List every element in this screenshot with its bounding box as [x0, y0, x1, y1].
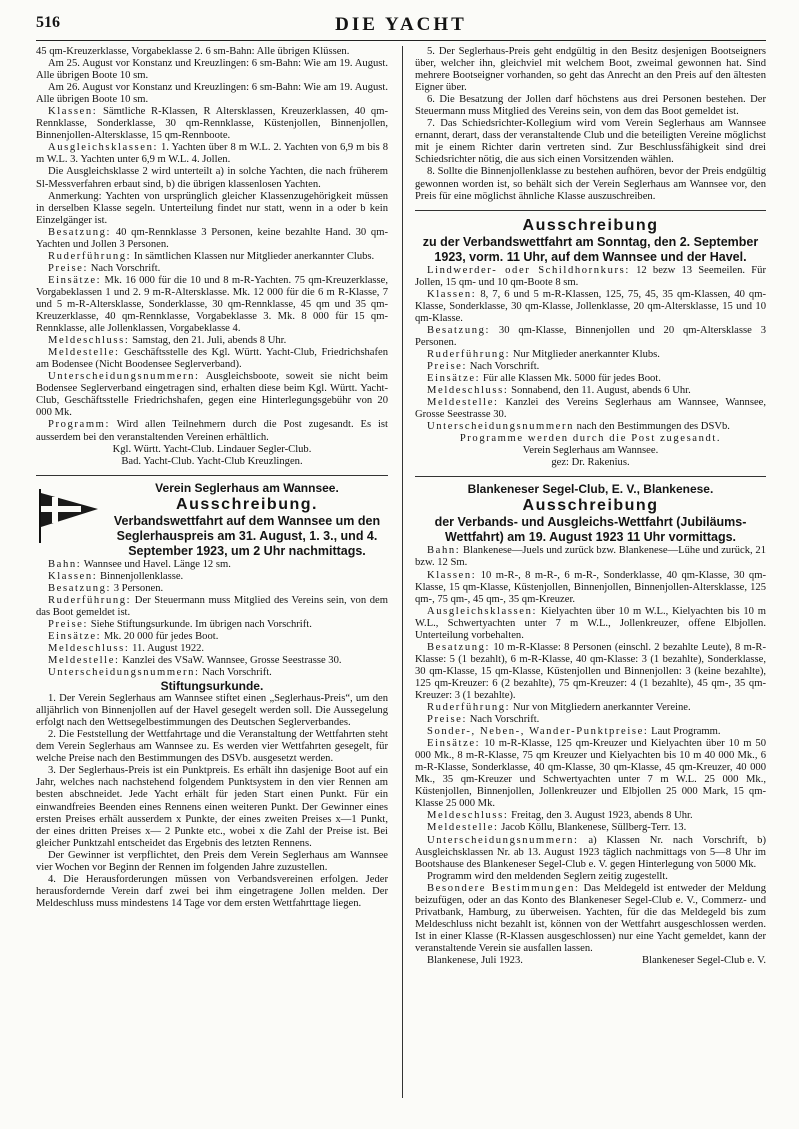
paragraph	[36, 347, 388, 371]
paragraph	[415, 421, 766, 433]
field-label: Einsätze:	[427, 373, 481, 385]
paragraph	[36, 643, 388, 655]
signature-line	[415, 955, 766, 967]
field-text: nach den Bestimmungen des DSVb.	[574, 421, 730, 433]
paragraph	[36, 106, 388, 142]
paragraph: 45 qm-Kreuzerklasse, Vorgabeklasse 2. 6 sm-Bahn: Alle übrigen Klüssen.	[36, 46, 350, 57]
field-text: Kanzlei des VSaW. Wannsee, Grosse Seestrasse 30.	[119, 655, 342, 667]
paragraph	[36, 595, 388, 619]
club-name: Blankeneser Segel-Club, E. V., Blankenese.	[467, 482, 714, 497]
field-label: Meldestelle:	[427, 822, 499, 834]
paragraph: 5. Der Seglerhaus-Preis geht endgültig in den Besitz desjenigen Bootseigners über, welcher ihn, gleichviel mit welchem Boot, zweimal gewonnen hat. Sind mehrere Bootseigner vorhanden, so geht das Anrecht an den Preis auf den ältesten Eigner über.	[415, 46, 766, 94]
field-label: Klassen:	[48, 106, 98, 118]
field-label: Meldeschluss:	[48, 642, 130, 654]
paragraph: 7. Das Schiedsrichter-Kollegium wird vom Verein Seglerhaus am Wannsee ernannt, derart, dass der veranstaltende Club und die beteiligten Vereine möglichst mit je einem Richter darin vertreten sind. Zur Beschlussfähigkeit sind drei Schiedsrichter nötig, die aus sich einen Vorsitzenden wählen.	[415, 118, 766, 166]
subsection-heading: Stiftungsurkunde.	[160, 679, 264, 694]
field-label: Klassen:	[427, 288, 477, 300]
header-rule	[36, 40, 766, 41]
field-label: Einsätze:	[48, 630, 102, 642]
paragraph	[36, 263, 388, 275]
paragraph	[415, 397, 766, 421]
field-label: Einsätze:	[427, 738, 481, 750]
paragraph	[415, 289, 766, 325]
field-label: Ruderführung:	[48, 250, 132, 262]
field-label: Programm:	[48, 419, 111, 431]
field-label: Ausgleichsklassen:	[48, 142, 159, 154]
event-title: Verbandswettfahrt auf dem Wannsee um den Seglerhauspreis am 31. August, 1. 3., und 4. September 1923, um 2 Uhr nachmittags.	[113, 513, 381, 558]
field-label: Meldeschluss:	[427, 385, 509, 397]
field-label: Meldestelle:	[427, 397, 499, 409]
field-text: Nach Vorschrift.	[199, 667, 272, 679]
paragraph: 3. Der Seglerhaus-Preis ist ein Punktpreis. Es erhält ihn dasjenige Boot auf ein Jahr, welches nach nachstehend folgendem Punktsystem in den vier Rennen am besten abschneidet. Jede Yacht erhält für jeden Start einen Punkt. Für ein einwandfreies Beenden eines Rennens einen weiteren Punkt. Der Gewinner eines ersten Preises erhält ausserdem x Punkte, der eines zweiten Preises x—1 Punkt, der eines dritten Preises x— 2 Punkte etc., wobei x die Zahl der Preise ist. Bei gleicher Punktzahl entscheidet das Ergebnis des letzten Rennens.	[36, 765, 388, 849]
field-text: 11. August 1922.	[129, 642, 205, 654]
right-column	[415, 46, 766, 967]
field-text: Wird allen Teilnehmern durch die Post zugesandt. Es ist ausserdem bei den veranstaltenden Vereinen erhältlich.	[36, 419, 388, 443]
field-label: Besatzung:	[48, 582, 112, 594]
field-text: Nur von Mitgliedern anerkannter Vereine.	[510, 702, 691, 714]
field-text: Blankenese—Juels und zurück bzw. Blankenese—Lühe und zurück, 21 bzw. 12 Sm.	[415, 545, 766, 569]
event-title: zu der Verbandswettfahrt am Sonntag, den 2. September 1923, vorm. 11 Uhr, auf dem Wannsee und der Havel.	[422, 234, 759, 264]
paragraph	[415, 373, 766, 385]
paragraph	[36, 667, 388, 679]
field-text: Binnenjollenklasse.	[97, 570, 184, 582]
field-label: Bahn:	[48, 558, 82, 570]
paragraph	[36, 631, 388, 643]
field-label: Bahn:	[427, 545, 461, 557]
event-title: der Verbands- und Ausgleichs-Wettfahrt (Jubiläums-Wettfahrt) am 19. August 1923 11 Uhr vormittags.	[434, 515, 747, 545]
paragraph	[415, 325, 766, 349]
page-number: 516	[36, 14, 60, 31]
wannsee-heading	[36, 481, 388, 559]
paragraph	[36, 335, 388, 347]
field-label: Ausgleichsklassen:	[427, 605, 538, 617]
field-label: Meldestelle:	[48, 655, 120, 667]
paragraph: 4. Die Herausforderungen müssen von Verbandsvereinen erfolgen. Jeder herausfordernde Verein darf zwei bei ihm eingetragene Jollen melden. Der Meldeschluss muss mindestens 14 Tage vor dem ersten Wettfahrttage liegen.	[36, 873, 388, 909]
field-label: Ruderführung:	[427, 348, 511, 360]
field-text: Sonnabend, den 11. August, abends 6 Uhr.	[508, 385, 691, 397]
paragraph: Am 26. August vor Konstanz und Kreuzlingen: 6 sm-Bahn: Wie am 19. August. Alle übrigen Boote 10 sm.	[36, 82, 388, 106]
field-label: Preise:	[427, 714, 468, 726]
paragraph	[36, 619, 388, 631]
field-text: Nur Mitglieder anerkannter Klubs.	[510, 348, 660, 360]
paragraph: Am 25. August vor Konstanz und Kreuzlingen: 6 sm-Bahn: Wie am 19. August. Alle übrigen Boote 10 sm.	[36, 58, 388, 82]
section-heading: Ausschreibung.	[176, 495, 318, 513]
paragraph: Anmerkung: Yachten von ursprünglich gleicher Klassenzugehörigkeit müssen in derselben Klasse segeln. Unterteilung findet nur statt, wenn in a oder b kein Einzelgänger ist.	[36, 190, 388, 226]
field-label: Unterscheidungsnummern	[427, 421, 574, 433]
field-text: Nach Vorschrift.	[467, 360, 540, 372]
field-text: Wannsee und Havel. Länge 12 sm.	[81, 558, 231, 570]
field-text: Samstag, den 21. Juli, abends 8 Uhr.	[129, 335, 287, 347]
paragraph	[415, 810, 766, 822]
field-text: 40 qm-Rennklasse 3 Personen, keine bezahlte Hand. 30 qm-Yachten und Jollen 3 Personen.	[36, 226, 388, 250]
club-pennant-icon	[36, 487, 100, 545]
paragraph	[415, 822, 766, 834]
field-label: Meldeschluss:	[427, 810, 509, 822]
paragraph	[36, 251, 388, 263]
field-text: Ausgleichsboote, soweit sie nicht beim Bodensee Seglerverband eingetragen sind, erhalten diese beim Kgl. Württ. Yacht-Club, Geschäftsstelle Friedrichshafen, gegen eine Hinterlegungsgebühr von 20 000 Mk.	[36, 371, 388, 419]
left-column	[36, 46, 388, 910]
paragraph	[36, 142, 388, 166]
paragraph	[36, 571, 388, 583]
field-text: Mk. 20 000 für jedes Boot.	[101, 630, 219, 642]
field-text: In sämtlichen Klassen nur Mitglieder anerkannter Clubs.	[131, 250, 375, 262]
club-name: Verein Seglerhaus am Wannsee.	[155, 480, 339, 495]
field-text: Nach Vorschrift.	[467, 714, 540, 726]
field-text: Geschäftsstelle des Kgl. Württ. Yacht-Club, Friedrichshafen am Bodensee (Nicht Boodensee Seglerverband).	[36, 347, 388, 371]
paragraph	[415, 702, 766, 714]
field-text: 10 m-R-Klasse: 8 Personen (einschl. 2 bezahlte Leute), 8 m-R-Klasse: 5 (1 bezahlt), 6 m-R-Klasse, 40 qm-Klasse: 3 (1 bezahlte), Sonderklasse, 30 qm-Klasse, 15 qm-Klasse, Küstenjollen und Binnenjollen: 3 (keine bezahlte), 125 qm-Kreuzer: 6 (2 bezahlte), 75 qm-Kreuzer: 4 (1 bezahlte), 45 qm-, 35 qm-Kreuzer: 3 (1 bezahlte).	[415, 641, 766, 701]
signature-line: Kgl. Württ. Yacht-Club. Lindauer Segler-Club.	[112, 443, 312, 455]
paragraph	[415, 726, 766, 738]
section-divider	[415, 210, 766, 211]
field-label: Preise:	[48, 262, 89, 274]
field-label: Einsätze:	[48, 274, 102, 286]
field-text: Kanzlei des Vereins Seglerhaus am Wannsee, Wannsee, Grosse Seestrasse 30.	[415, 397, 766, 421]
field-label: Preise:	[48, 618, 89, 630]
field-text: 1. Yachten über 8 m W.L. 2. Yachten von 6,9 m bis 8 m W.L. 3. Yachten unter 6,9 m W.L. 4. Jollen.	[36, 142, 388, 166]
field-label: Besondere Bestimmungen:	[427, 882, 580, 894]
field-label: Ruderführung:	[48, 594, 132, 606]
field-label: Unterscheidungsnummern:	[427, 834, 579, 846]
field-text: Freitag, den 3. August 1923, abends 8 Uhr.	[508, 810, 693, 822]
paragraph	[415, 545, 766, 569]
field-label: Klassen:	[48, 570, 98, 582]
section-heading: Ausschreibung	[522, 216, 659, 234]
field-label: Meldestelle:	[48, 347, 120, 359]
paragraph: 2. Die Feststellung der Wettfahrtage und die Veranstaltung der Wettfahrten steht dem Verein Seglerhaus am Wannsee zu. Es werden vier Wettfahrten gesegelt, für welche Preise nach den Bestimmungen des DSVb. ausgesetzt werden.	[36, 729, 388, 765]
paragraph	[36, 227, 388, 251]
paragraph	[415, 714, 766, 726]
date-line: Blankenese, Juli 1923.	[427, 955, 523, 966]
field-text: 10 m-R-Klasse, 125 qm-Kreuzer und Kielyachten über 10 m 50 000 Mk., 8 m-R-Klasse, 75 qm Kreuzer und Kielyachten bis 10 m 40 000 Mk., 6 m-R-Klasse, Sonderklasse, 40 qm-Klasse, 30 qm-Klasse, 45 qm-Kreuzer, 40 000 Mk., 35 qm-Kreuzer und Schwertyachten unter 7 m W.L. 25 000 Mk., Küstenjollen, Binnenjollen, Jollenkreuzer und Elbjollen 25 000 Mark, 15 qm-Klasse 25 000 Mk.	[415, 738, 766, 810]
paragraph: 8. Sollte die Binnenjollenklasse zu bestehen aufhören, bevor der Preis endgültig gewonnen worden ist, so behält sich der Verein Seglerhaus am Wannsee vor, den Preis für eine möglichst ähnliche Klasse auszuschreiben.	[415, 166, 766, 202]
field-label: Sonder-, Neben-, Wander-Punktpreise:	[427, 726, 649, 738]
paragraph: Die Ausgleichsklasse 2 wird unterteilt a) in solche Yachten, die nach früherem Sl-Messverfahren erbaut sind, b) die übrigen klassenlosen Yachten.	[36, 166, 388, 190]
field-label: Besatzung:	[48, 226, 112, 238]
paragraph: Der Gewinner ist verpflichtet, den Preis dem Verein Seglerhaus am Wannsee vier Wochen vor Beginn der Rennen im folgenden Jahre zuzustellen.	[36, 849, 388, 873]
paragraph: Programme werden durch die Post zugesandt.	[459, 433, 722, 445]
field-text: Nach Vorschrift.	[88, 262, 161, 274]
field-text: Siehe Stiftungsurkunde. Im übrigen nach Vorschrift.	[88, 618, 312, 630]
club-signature: Blankeneser Segel-Club e. V.	[641, 955, 766, 966]
field-label: Besatzung:	[427, 324, 491, 336]
paragraph	[415, 349, 766, 361]
field-text: 12 bezw 13 Seemeilen. Für Jollen, 15 qm- und 10 qm-Boote 8 sm.	[415, 264, 766, 288]
field-text: Der Steuermann muss Mitglied des Vereins sein, von dem das Boot gemeldet ist.	[36, 594, 388, 618]
section-divider	[415, 476, 766, 477]
column-divider	[402, 46, 403, 1098]
paragraph: 6. Die Besatzung der Jollen darf höchstens aus drei Personen bestehen. Der Steuermann muss Mitglied des Vereins sein, von dem das Boot gemeldet ist.	[415, 94, 766, 118]
field-text: 30 qm-Klasse, Binnenjollen und 20 qm-Altersklasse 3 Personen.	[415, 324, 766, 348]
paragraph	[415, 385, 766, 397]
paragraph	[415, 606, 766, 642]
field-label: Klassen:	[427, 569, 477, 581]
field-label: Preise:	[427, 360, 468, 372]
page-header	[36, 14, 766, 36]
paragraph	[36, 419, 388, 443]
field-text: Kielyachten über 10 m W.L., Kielyachten bis 10 m W.L., Schwertyachten unter 7 m W.L., Jollenkreuzer, offene Elbjollen. Unterteilung vorbehalten.	[415, 605, 766, 641]
field-text: a) Klassen Nr. nach Vorschrift, b) Ausgleichsklassen Nr. ab 13. August 1923 täglich nachmittags von 5—8 Uhr im Bootshause des Blankeneser Segel-Club e. V. gegen Hinterlegung von 5000 Mk.	[415, 834, 766, 870]
field-text: 8, 7, 6 und 5 m-R-Klassen, 125, 75, 45, 35 qm-Klassen, 40 qm-Klasse, Sonderklasse, 30 qm-Klasse, Jollenklasse, 20 qm-Altersklasse, 15 und 10 qm-Klasse.	[415, 288, 766, 324]
paragraph: Programm wird den meldenden Seglern zeitig zugestellt.	[427, 870, 668, 882]
field-label: Besatzung:	[427, 641, 491, 653]
paragraph	[415, 361, 766, 373]
field-text: 3 Personen.	[111, 582, 164, 594]
paragraph	[36, 559, 388, 571]
paragraph	[415, 265, 766, 289]
field-text: Sämtliche R-Klassen, R Altersklassen, Kreuzerklassen, 40 qm-Rennklasse, Sonderklasse, 30 qm-Rennklasse, Küstenjollen, Binnenjollen, Binnenjollen-Altersklasse, 15 qm-Rennboote.	[36, 106, 388, 142]
journal-title: DIE YACHT	[335, 14, 467, 35]
field-label: Unterscheidungsnummern:	[48, 667, 200, 679]
field-text: Für alle Klassen Mk. 5000 für jedes Boot.	[480, 373, 661, 385]
paragraph	[415, 883, 766, 955]
signature-line: gez: Dr. Rakenius.	[551, 457, 630, 469]
paragraph	[415, 835, 766, 871]
field-label: Ruderführung:	[427, 702, 511, 714]
field-text: Laut Programm.	[648, 726, 721, 738]
paragraph	[36, 583, 388, 595]
section-divider	[36, 475, 388, 476]
field-text: Mk. 16 000 für die 10 und 8 m-R-Yachten. 75 qm-Kreuzerklasse, Vorgabeklassen 1 und 2. 9 m-R-Altersklasse. Mk. 12 000 für die 6 m R-Klasse, 7 und 5 m-R-Altersklasse, Sonderklasse, 30 qm-Rennklasse, 45 qm und 35 qm-Kreuzerklasse, 40 qm-Rennklasse, Vorgabeklasse 3. Mk. 8 000 für 15 qm-Rennklasse, alle Jollenklassen, Vorgabeklasse 4.	[36, 274, 388, 335]
signature-line: Bad. Yacht-Club. Yacht-Club Kreuzlingen.	[121, 455, 303, 467]
signature-line: Verein Seglerhaus am Wannsee.	[522, 445, 659, 457]
paragraph	[36, 275, 388, 335]
paragraph: 1. Der Verein Seglerhaus am Wannsee stiftet einen „Seglerhaus-Preis“, um den alljährlich von Binnenjollen auf der Havel gesegelt werden soll. Die Aussegelung erfolgt nach den Wettsegelbestimmungen des Deutschen Seglerverbandes.	[36, 693, 388, 729]
field-label: Meldeschluss:	[48, 335, 130, 347]
field-text: 10 m-R-, 8 m-R-, 6 m-R-, Sonderklasse, 40 qm-Klasse, 30 qm-Klasse, 15 qm-Klasse, Küstenjollen, Binnenjollen, Binnenjollen-Altersklasse, 125 qm-, 75 qm-, 45 qm-, 35 qm-Kreuzer.	[415, 569, 766, 605]
paragraph	[415, 738, 766, 810]
section-heading: Ausschreibung	[522, 497, 659, 515]
paragraph	[415, 642, 766, 702]
field-label: Lindwerder- oder Schildhornkurs:	[427, 264, 630, 276]
field-text: Jacob Köllu, Blankenese, Süllberg-Terr. 13.	[498, 822, 687, 834]
field-text: Das Meldegeld ist entweder der Meldung beizufügen, oder an das Konto des Blankeneser Segel-Club e. V., Commerz- und Privatbank, Hamburg, zu überweisen. Yachten, für die das Meldegeld bis zum Meldeschluss nicht bezahlt ist, können von der Wettfahrt ausgeschlossen werden. Ist in einer Klasse (R-Klassen ausgeschlossen) nur eine Yacht gemeldet, kann der veranstaltende Verein sie ausfallen lassen.	[415, 882, 766, 954]
paragraph	[415, 570, 766, 606]
paragraph	[36, 371, 388, 419]
paragraph	[36, 655, 388, 667]
field-label: Unterscheidungsnummern:	[48, 371, 200, 383]
